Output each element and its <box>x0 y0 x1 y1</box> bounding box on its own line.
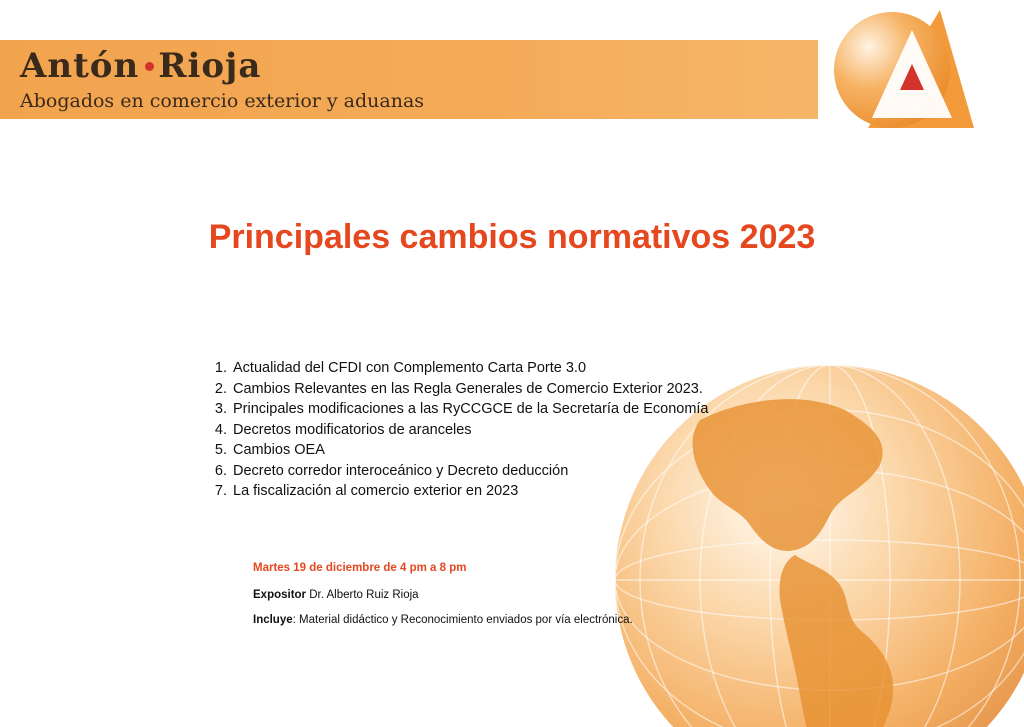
speaker-line <box>253 589 419 601</box>
item-text: Principales modificaciones a las RyCCGCE de la Secretaría de Economía <box>233 401 709 417</box>
item-number: 4. <box>214 421 227 438</box>
triangle-sphere-logo-icon <box>828 6 978 136</box>
list-item <box>205 481 709 502</box>
item-text: Decretos modificatorios de aranceles <box>233 421 472 438</box>
list-item <box>205 461 709 482</box>
list-item <box>205 358 709 379</box>
speaker-name: Dr. Alberto Ruiz Rioja <box>309 589 419 601</box>
page-title: Principales cambios normativos 2023 <box>208 218 816 256</box>
list-item <box>205 379 709 400</box>
brand-name-part2: Rioja <box>158 46 262 86</box>
speaker-label: Expositor <box>253 589 307 601</box>
item-text: La fiscalización al comercio exterior en 2023 <box>233 483 519 499</box>
item-number: 7. <box>214 483 227 499</box>
brand-tagline: Abogados en comercio exterior y aduanas <box>20 90 425 112</box>
item-text: Actualidad del CFDI con Complemento Carta Porte 3.0 <box>233 360 587 376</box>
list-item <box>205 399 709 420</box>
brand-dot <box>145 62 154 71</box>
includes-label: Incluye <box>253 614 293 626</box>
item-number: 2. <box>214 380 227 397</box>
item-number: 3. <box>214 401 227 417</box>
includes-text: : Material didáctico y Reconocimiento enviados por vía electrónica. <box>292 614 633 626</box>
event-date: Martes 19 de diciembre de 4 pm a 8 pm <box>253 562 467 574</box>
item-number: 5. <box>214 442 227 458</box>
item-text: Cambios Relevantes en las Regla Generales de Comercio Exterior 2023. <box>233 380 703 397</box>
brand-name-part1: Antón <box>20 46 140 86</box>
brand-name <box>20 46 261 86</box>
list-item <box>205 420 709 441</box>
item-number: 6. <box>214 462 227 479</box>
item-number: 1. <box>214 360 227 376</box>
item-text: Cambios OEA <box>233 442 325 458</box>
includes-line <box>253 614 633 626</box>
agenda-list <box>205 358 709 502</box>
item-text: Decreto corredor interoceánico y Decreto deducción <box>233 462 569 479</box>
list-item <box>205 440 709 461</box>
